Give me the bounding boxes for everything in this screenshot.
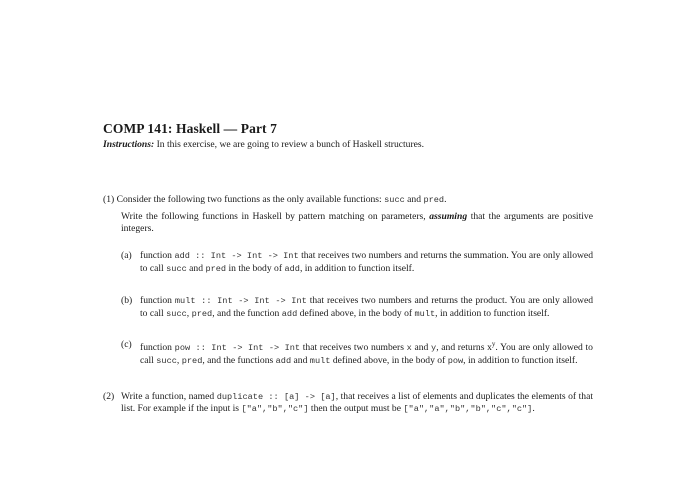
question-1-intro [103,194,593,206]
assuming-emphasis: assuming [429,211,468,222]
code-example-output: ["a","a","b","b","c","c"] [403,404,533,415]
code-mult-signature: mult :: Int -> Int -> Int [174,296,307,306]
text: , in addition to function itself. [435,307,550,319]
instructions-label: Instructions: [103,139,155,150]
subquestion-a-label: (a) [121,250,132,261]
text: , [186,307,190,319]
text: defined above, in the body of [332,354,446,366]
question-2-body [121,391,593,416]
code-add-signature: add :: Int -> Int -> Int [174,251,299,261]
text: defined above, in the body of [299,307,413,319]
text: , and the function [212,307,280,319]
question-1-instructions [121,211,593,236]
code-add: add [275,355,292,366]
text: that receives two numbers and returns the product. You are only allowed to call [140,295,593,319]
text: that receives two numbers and returns the summation. You are only allowed to call [140,250,593,274]
code-pred: pred [181,355,203,366]
code-succ: succ [166,263,187,274]
code-duplicate-signature: duplicate :: [a] -> [a] [216,392,336,402]
subquestion-a [121,250,593,275]
text: , [176,354,180,366]
code-succ: succ [384,195,405,205]
instructions [103,139,424,150]
text: and [189,262,204,274]
subquestion-b [121,295,593,320]
text: and [414,342,429,354]
text: , in addition to function itself. [299,262,415,274]
text: , that receives a list of elements and duplicates the elements of that list. For example if the input is [121,391,594,415]
question-1-line2b: that the arguments are positive integers. [121,211,593,235]
text: that receives two numbers [302,342,404,354]
text: . You are only allowed to call [140,342,593,366]
question-2 [103,391,593,416]
text: Write a function, named [121,391,215,402]
subquestion-c-label: (c) [121,339,132,350]
text: function [140,295,172,306]
instructions-text: In this exercise, we are going to review a bunch of Haskell structures. [156,139,425,150]
question-1-line2a: Write the following functions in Haskell by pattern matching on parameters, [121,211,426,222]
code-succ: succ [166,308,187,319]
code-pred: pred [205,263,227,274]
subquestion-c-body [140,339,593,367]
question-1-label: (1) [103,194,115,205]
question-2-label: (2) [103,391,115,402]
superscript-y: y [491,340,496,348]
code-pred: pred [191,308,213,319]
text: , and the functions [202,354,274,366]
text: . [532,403,535,415]
subquestion-b-body [140,295,593,320]
text-period: . [444,194,447,205]
code-y: y [431,343,437,354]
text: function [140,342,172,354]
code-add: add [281,308,298,319]
text-and: and [407,194,422,205]
code-succ: succ [156,355,177,366]
code-pow-signature: pow :: Int -> Int -> Int [174,343,301,354]
code-mult: mult [414,308,436,319]
code-x: x [406,343,412,354]
subquestion-a-body [140,250,593,275]
subquestion-b-label: (b) [121,295,133,306]
code-add: add [284,263,300,274]
question-1-text: Consider the following two functions as the only available functions: [116,194,382,205]
text: , in addition to function itself. [463,354,578,366]
text: then the output must be [310,403,401,415]
code-pred: pred [423,195,445,205]
text: , and returns x [436,342,492,354]
text: in the body of [228,262,283,274]
text: and [293,354,308,366]
code-pow: pow [447,355,464,366]
page-title: COMP 141: Haskell — Part 7 [103,121,277,136]
subquestion-c [121,339,593,367]
text: function [140,250,172,261]
code-example-input: ["a","b","c"] [241,404,309,415]
code-mult: mult [309,355,331,366]
